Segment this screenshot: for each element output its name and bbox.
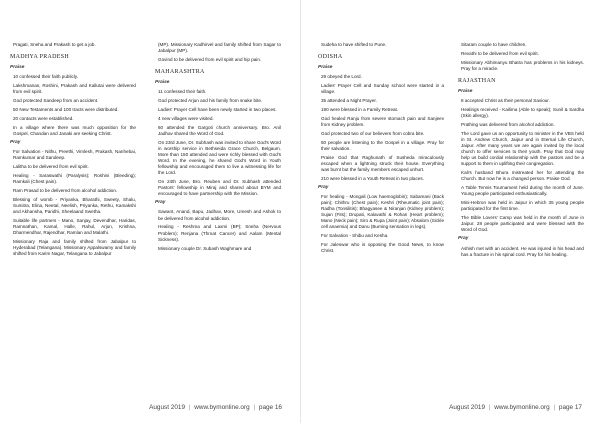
region-heading: ODISHA bbox=[318, 54, 343, 61]
report-paragraph: For Jaleswar who is opposing the Good News, to know Christ. bbox=[321, 242, 444, 254]
report-paragraph: 50 New Testaments and 100 tracts were distributed. bbox=[13, 106, 119, 112]
column-2 bbox=[458, 42, 584, 261]
section-label: Praise bbox=[10, 65, 25, 71]
report-paragraph: Sawant, Anand, Bapu, Jadhav, More, Umesh and Ashok to be delivered from alcohol addiction. bbox=[158, 209, 281, 221]
footer-separator: | bbox=[553, 404, 556, 411]
report-paragraph: Missionary couple Dr. Subash Waghmare and bbox=[158, 245, 252, 251]
report-paragraph: Govind to be delivered from evil spirit and hip pain. bbox=[158, 56, 262, 62]
region-heading: MADHYA PRADESH bbox=[10, 54, 70, 61]
report-paragraph: Revathi to be delivered from evil spirit. bbox=[461, 50, 539, 56]
report-paragraph: For Salvation - Nithu, Preethi, Vimlesh, Prakash, Nanhebai, Ramkumar and Sandeep. bbox=[13, 149, 136, 161]
page-footer bbox=[449, 404, 582, 411]
report-paragraph: Blessing of womb - Priyanka, Bharathi, Sweety, Shalu, Sumitra, Elina, Neetal, Neelish, Priyanka, Rethu, Kamakshi and Akhansha, Paridhi, Sheelaand Swetha. bbox=[13, 196, 136, 214]
report-paragraph: God protected two of our believers from cobra bite. bbox=[321, 130, 425, 136]
footer-separator: | bbox=[188, 404, 191, 411]
report-paragraph: God protected Sandeep from an accident. bbox=[13, 98, 99, 104]
footer-page-number: page 16 bbox=[258, 404, 282, 411]
report-paragraph: Sitaram couple to have children. bbox=[461, 42, 527, 47]
report-paragraph: Ladies' Prayer Cell and Sunday school were started in a village. bbox=[321, 83, 444, 95]
report-paragraph: 29 obeyed the Lord. bbox=[321, 74, 362, 80]
footer-site-link[interactable]: www.bymonline.org bbox=[194, 404, 250, 411]
report-paragraph: Healings received - Kailima (Able to speak); Sunil & Sardha (Skin allergy). bbox=[461, 106, 584, 119]
region-heading: RAJASTHAN bbox=[458, 77, 496, 84]
report-paragraph: The Lord gave us an opportunity to minister in the VBS held in St. Andrew Church, Jaipur and in Eternal Life Church, Jaipur. After many years we are again invited by the local church to offer services to their youth. Pray that God may help us build cordial relationship with the pastors and be a support to them in uplifting their congregation. bbox=[461, 130, 584, 167]
report-paragraph: God healed Ranju from severe stomach pain and Sanjeev from Kidney problem. bbox=[321, 115, 444, 127]
report-paragraph: Missionary Abhimanyu Bhatra has problems in his kidneys. Pray for a miracle. bbox=[461, 59, 584, 71]
section-label: Pray bbox=[458, 236, 469, 242]
report-paragraph: 8 accepted Christ as their personal Saviour. bbox=[461, 98, 550, 104]
report-paragraph: For Salvation - Shibu and Kesha. bbox=[321, 233, 389, 239]
report-paragraph: In a village where there was much opposition for the Gospel, Chandan and Janaki are seeking Christ. bbox=[13, 124, 136, 136]
section-label: Pray bbox=[10, 139, 21, 145]
report-paragraph: 10 confessed their faith publicly. bbox=[13, 74, 79, 80]
section-label: Praise bbox=[458, 88, 473, 94]
report-paragraph: 60 attended the Gargoti church anniversary. Bro. Anil Jadhav shared the Word of God. bbox=[158, 124, 281, 136]
footer-separator: | bbox=[253, 404, 256, 411]
report-paragraph: 35 attended a Night Prayer. bbox=[321, 98, 377, 104]
section-label: Pray bbox=[318, 184, 329, 190]
report-paragraph: 210 were blessed in a Youth Retreat in two places. bbox=[321, 175, 424, 181]
section-label: Pray bbox=[155, 200, 166, 206]
footer-site-link[interactable]: www.bymonline.org bbox=[494, 404, 550, 411]
report-paragraph: 4 new villages were visited. bbox=[158, 115, 214, 121]
region-heading: MAHARASHTRA bbox=[155, 69, 205, 76]
report-paragraph: Lalitha to be delivered from evil spirit. bbox=[13, 164, 89, 169]
section-label: Praise bbox=[155, 80, 170, 86]
footer-month: August 2019 bbox=[149, 404, 185, 411]
page-footer bbox=[149, 404, 282, 411]
report-paragraph: Suitable life partners - Mano, Sanjay, Devendhar, Haridas, Ramnathan, Kamal, Halle, Rahul, Arjun, Krishna, Dharmendhar, Rajendhar, Ramlan and Malathi. bbox=[13, 217, 136, 236]
report-paragraph: Healing - Reshma and Laxmi (BP); Sneha (Nervous Problem); Renjana (Throat Cancer) and Aalam (Mental Sickness). bbox=[158, 224, 281, 242]
report-paragraph: Ladies' Prayer Cell have been newly started in two places. bbox=[158, 106, 277, 112]
footer-month: August 2019 bbox=[449, 404, 485, 411]
report-paragraph: Prathing was delivered from alcohol addiction. bbox=[461, 121, 555, 127]
section-label: Praise bbox=[318, 65, 333, 71]
report-paragraph: Kali's husband Bhura mistreated her for attending the Church. But now he is a changed person. Praise God. bbox=[461, 170, 584, 182]
footer-separator: | bbox=[488, 404, 491, 411]
page-17 bbox=[300, 0, 600, 423]
report-paragraph: 50 people are listening to the Gospel in a village. Pray for their salvation. bbox=[321, 139, 444, 151]
report-paragraph: On 24th June, Bro. Reuben and Dr. Subhash attended Pastors' fellowship in Miraj and shared about BYM and encouraged to have partnership with the Mission. bbox=[158, 179, 281, 197]
report-paragraph: (MP). Missionary Kadhirvel and family shifted from Sagar to Jabalpur (MP). bbox=[158, 42, 281, 54]
report-paragraph: Mini-Hebron was held in Jaipur in which 35 young people participated for the first time. bbox=[461, 200, 584, 212]
report-paragraph: 190 were blessed in a Family Retreat. bbox=[321, 106, 399, 112]
report-paragraph: A Table Tennis Tournament held during the month of June. Young people participated enthusiastically. bbox=[461, 185, 584, 197]
report-paragraph: The Bible Lovers' Camp was held in the month of June in Jaipur. 28 people participated and were blessed with the Word of God. bbox=[461, 215, 584, 233]
report-paragraph: Ashish met with an accident. He was injured in his head and has a fracture in his spinal cord. Pray for his healing. bbox=[461, 245, 584, 257]
report-paragraph: Ram Prasad to be delivered from alcohol addiction. bbox=[13, 187, 118, 193]
report-paragraph: Healing - Saraswathi (Paralysis); Roshini (Bleeding); Ramkali (Chest pain). bbox=[13, 172, 136, 184]
report-paragraph: On 23rd June, Dr. Subhash was invited to share God's Word in worship service in Bethseida Grace Church, Belgaum. More than 150 attended and were richly blessed with God's Word. In the evening, he shared God's Word in Youth fellowship and encouraged them to live a witnessing life for the Lord. bbox=[158, 139, 281, 176]
report-paragraph: Praise God that Raghunath of Susheda miraculously escaped when a lightning struck their house. Everything was burnt but the family members escaped unhurt. bbox=[321, 154, 444, 172]
report-paragraph: God protected Arjun and his family from snake bite. bbox=[158, 98, 263, 104]
report-paragraph: 11 confessed their faith. bbox=[158, 89, 207, 95]
report-paragraph: 20 contacts were established. bbox=[13, 115, 74, 121]
footer-page-number: page 17 bbox=[558, 404, 582, 411]
column-1 bbox=[10, 42, 136, 260]
report-paragraph: Sudeha to have shifted to Pune. bbox=[321, 42, 387, 47]
column-2 bbox=[155, 42, 281, 254]
report-paragraph: Pragati, Sneha and Prakash to get a job. bbox=[13, 42, 96, 47]
report-paragraph: Lakshmanan, Roshini, Prakash and Kallutai were delivered from evil spirit. bbox=[13, 83, 136, 95]
report-paragraph: For healing - Mongali (Low haemoglobin); Sabamani (Back pain); Chithru (Chest pain); Keshri (Rheumatic joint pain); Radha (Tonsilitis); Bhagyasee & Niranjan (Kidney problem); Sujan (Fits); Drupati, Kalavathi & Rohan (Heart problem); Mano (Neck pain); Siro & Rupa (Joint pain); Absalom (Sickle cell anaemia) and Danu (Burning sensation in legs). bbox=[321, 193, 444, 230]
column-1 bbox=[318, 42, 444, 257]
report-paragraph: Missionary Raja and family shifted from Jabalpur to Hyderabad (Telangana). Missionary Appalswamy and family shifted from Karim Nagar, Telangana to Jabalpur bbox=[13, 238, 136, 257]
